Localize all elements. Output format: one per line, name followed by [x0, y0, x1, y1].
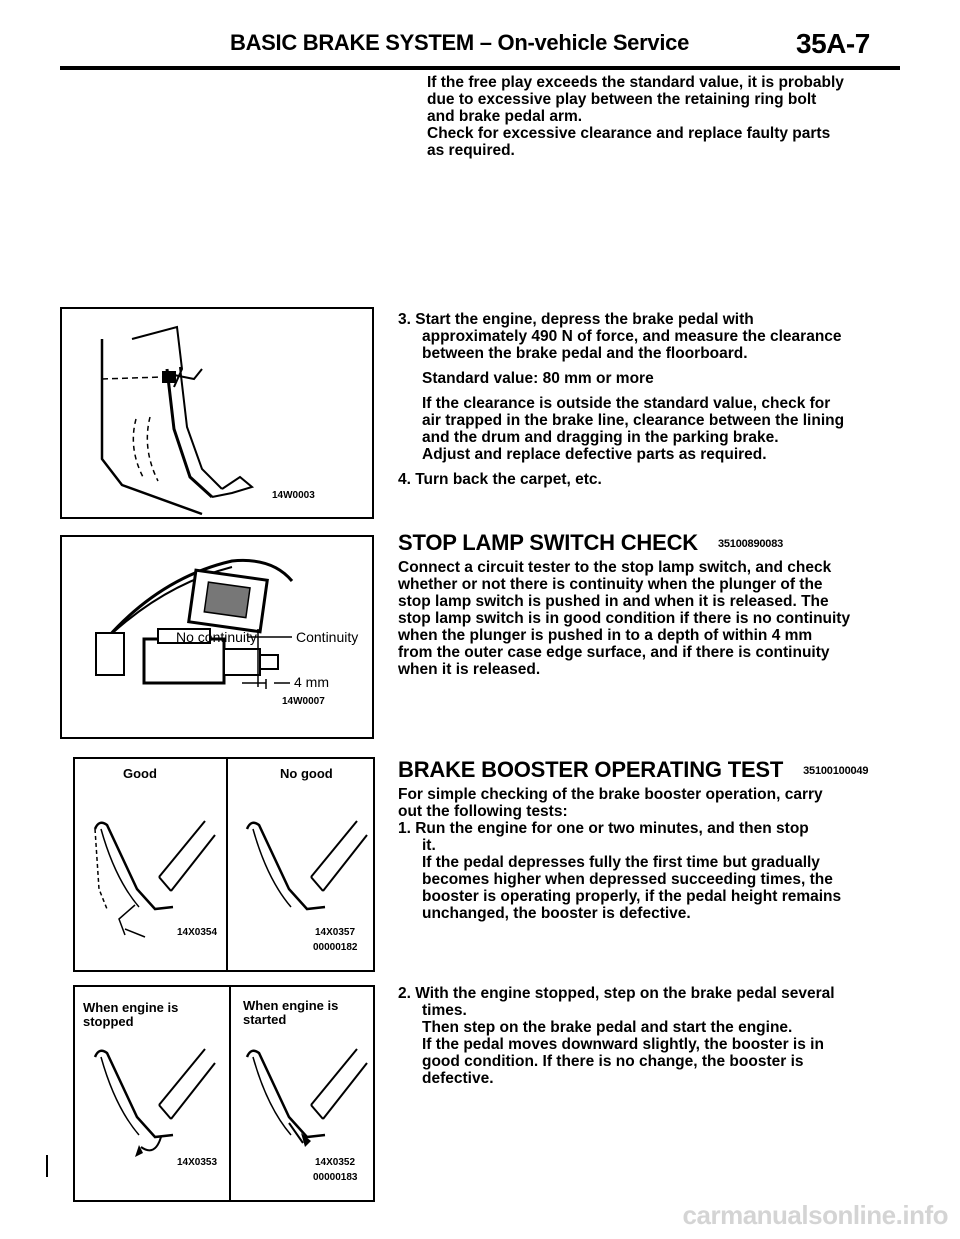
figure-code: 14X0357 [315, 927, 356, 938]
continuity-label: Continuity [296, 629, 359, 645]
figure-engine-stopped-started [73, 985, 375, 1202]
header-rule [60, 66, 900, 70]
section-title-stop-lamp [398, 530, 783, 556]
text-line: approximately 490 N of force, and measure the clearance [422, 328, 842, 345]
figure-good-no-good [73, 757, 375, 972]
booster-test-2 [398, 985, 835, 1087]
text-line: If the free play exceeds the standard value, it is probably [427, 74, 844, 91]
figure-code: 14W0007 [282, 696, 325, 707]
figure-ref: 00000182 [313, 942, 358, 953]
text-line: when the plunger is pushed in to a depth of within 4 mm [398, 627, 813, 644]
text-line: becomes higher when depressed succeeding times, the [422, 871, 833, 888]
panel-head-good: Good [123, 766, 157, 781]
text-line: as required. [427, 142, 515, 159]
text-line: Adjust and replace defective parts as required. [422, 446, 767, 463]
figure-code: 14W0003 [272, 490, 315, 501]
text-line: out the following tests: [398, 803, 568, 820]
text-line: defective. [422, 1070, 494, 1087]
text-line: times. [422, 1002, 467, 1019]
text-line: 2. With the engine stopped, step on the brake pedal several [398, 985, 835, 1002]
text-line: air trapped in the brake line, clearance between the lining [422, 412, 845, 429]
panel-head-no-good: No good [280, 766, 333, 781]
no-continuity-label: No continuity [176, 629, 257, 645]
watermark: carmanualsonline.info [682, 1200, 948, 1230]
section-title-text: BRAKE BOOSTER OPERATING TEST [398, 757, 784, 782]
text-line: If the pedal depresses fully the first time but gradually [422, 854, 820, 871]
figure-brake-pedal [60, 307, 374, 519]
section-title-booster [398, 757, 868, 783]
text-line: If the clearance is outside the standard value, check for [422, 395, 831, 412]
depth-label: 4 mm [294, 674, 329, 690]
text-line: whether or not there is continuity when the plunger of the [398, 576, 823, 593]
text-line: If the pedal moves downward slightly, the booster is in [422, 1036, 824, 1053]
section-code: 35100100049 [803, 765, 869, 778]
panel-head-engine-stopped: When engine is stopped [83, 1000, 179, 1029]
text-line: good condition. If there is no change, the booster is [422, 1053, 804, 1070]
text-line: stop lamp switch is pushed in and when it is released. The [398, 593, 829, 610]
text-line: booster is operating properly, if the pedal height remains [422, 888, 842, 905]
figure-stop-lamp-switch [60, 535, 374, 739]
figure-code: 14X0354 [177, 927, 218, 938]
pedal-good-illustration [75, 759, 373, 970]
brake-pedal-illustration [62, 309, 372, 517]
text-line: stop lamp switch is in good condition if there is no continuity [398, 610, 851, 627]
text-line: 1. Run the engine for one or two minutes, and then stop [398, 820, 809, 837]
intro-text [427, 74, 844, 159]
panel-head-engine-started: When engine is started [243, 998, 339, 1027]
page-header-title: BASIC BRAKE SYSTEM – On-vehicle Service [230, 30, 690, 55]
section-code: 35100890083 [717, 538, 784, 551]
page-number: 35A-7 [796, 28, 870, 59]
figure-code: 14X0352 [315, 1157, 356, 1168]
figure-ref: 00000183 [313, 1172, 358, 1183]
step-4: 4. Turn back the carpet, etc. [398, 471, 602, 488]
text-line: due to excessive play between the retaining ring bolt [427, 91, 817, 108]
text-line: when it is released. [398, 661, 541, 678]
section-title-text: STOP LAMP SWITCH CHECK [398, 530, 698, 555]
text-line: For simple checking of the brake booster operation, carry [398, 786, 823, 803]
text-line: Then step on the brake pedal and start the engine. [422, 1019, 793, 1036]
text-line: 3. Start the engine, depress the brake pedal with [398, 311, 754, 328]
text-line: from the outer case edge surface, and if there is continuity [398, 644, 830, 661]
figure-code: 14X0353 [177, 1157, 218, 1168]
text-line: Check for excessive clearance and replace faulty parts [427, 125, 831, 142]
booster-text [398, 786, 841, 922]
step-3 [398, 311, 844, 488]
text-line: Connect a circuit tester to the stop lamp switch, and check [398, 559, 832, 576]
standard-value: Standard value: 80 mm or more [422, 370, 654, 387]
margin-mark [46, 1155, 48, 1177]
text-line: and the drum and dragging in the parking brake. [422, 429, 779, 446]
text-line: and brake pedal arm. [427, 108, 583, 125]
text-line: it. [422, 837, 436, 854]
text-line: unchanged, the booster is defective. [422, 905, 691, 922]
stop-lamp-text [398, 559, 850, 678]
text-line: between the brake pedal and the floorboard. [422, 345, 748, 362]
